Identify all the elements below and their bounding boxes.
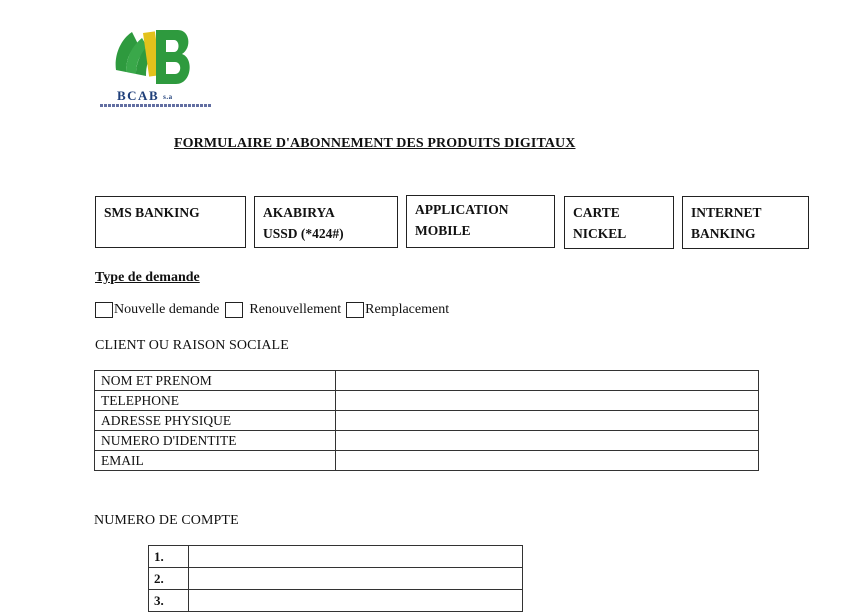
table-row	[95, 371, 759, 391]
product-application-mobile[interactable]	[406, 195, 555, 248]
product-label: SMS BANKING	[104, 205, 200, 220]
product-carte-nickel[interactable]	[564, 196, 674, 249]
product-sms-banking[interactable]	[95, 196, 246, 248]
checkbox-nouvelle-demande[interactable]	[95, 302, 113, 318]
account-number-table	[148, 545, 523, 612]
logo-wordmark	[117, 88, 173, 104]
product-label-secondary: NICKEL	[573, 226, 627, 241]
product-label: INTERNET	[691, 205, 762, 220]
table-row	[95, 411, 759, 431]
product-label: AKABIRYA	[263, 205, 335, 220]
account-number-input[interactable]	[189, 590, 523, 612]
field-input-adresse-physique[interactable]	[336, 411, 759, 431]
field-input-email[interactable]	[336, 451, 759, 471]
table-row	[95, 431, 759, 451]
field-label-email: EMAIL	[95, 451, 336, 471]
account-row-number: 2.	[149, 568, 189, 590]
bcab-logo-icon	[112, 26, 194, 88]
field-input-telephone[interactable]	[336, 391, 759, 411]
account-row-number: 1.	[149, 546, 189, 568]
logo-name: BCAB	[117, 88, 160, 103]
logo-tagline	[100, 104, 212, 107]
option-label-nouvelle-demande: Nouvelle demande	[114, 302, 220, 317]
client-info-table	[94, 370, 759, 471]
option-label-renouvellement: Renouvellement	[249, 302, 342, 317]
product-label: CARTE	[573, 205, 620, 220]
product-label-secondary: MOBILE	[415, 223, 471, 238]
client-section-heading: CLIENT OU RAISON SOCIALE	[95, 338, 289, 353]
product-akabirya-ussd[interactable]	[254, 196, 398, 248]
table-row	[95, 391, 759, 411]
option-label-remplacement: Remplacement	[365, 302, 450, 317]
account-section-heading: NUMERO DE COMPTE	[94, 513, 239, 528]
table-row	[149, 546, 523, 568]
table-row	[149, 568, 523, 590]
field-label-telephone: TELEPHONE	[95, 391, 336, 411]
table-row	[95, 451, 759, 471]
checkbox-remplacement[interactable]	[346, 302, 364, 318]
field-label-adresse-physique: ADRESSE PHYSIQUE	[95, 411, 336, 431]
type-demande-heading: Type de demande	[95, 270, 200, 285]
product-label-secondary: BANKING	[691, 226, 756, 241]
logo-suffix: s.a	[163, 93, 173, 102]
account-number-input[interactable]	[189, 546, 523, 568]
field-input-nom-prenom[interactable]	[336, 371, 759, 391]
form-title: FORMULAIRE D'ABONNEMENT DES PRODUITS DIGITAUX	[174, 136, 576, 151]
field-label-numero-identite: NUMERO D'IDENTITE	[95, 431, 336, 451]
type-demande-options	[95, 302, 449, 318]
account-number-input[interactable]	[189, 568, 523, 590]
product-internet-banking[interactable]	[682, 196, 809, 249]
field-label-nom-prenom: NOM ET PRENOM	[95, 371, 336, 391]
product-label-secondary: USSD (*424#)	[263, 226, 344, 241]
table-row	[149, 590, 523, 612]
product-label: APPLICATION	[415, 202, 509, 217]
account-row-number: 3.	[149, 590, 189, 612]
checkbox-renouvellement[interactable]	[225, 302, 243, 318]
field-input-numero-identite[interactable]	[336, 431, 759, 451]
